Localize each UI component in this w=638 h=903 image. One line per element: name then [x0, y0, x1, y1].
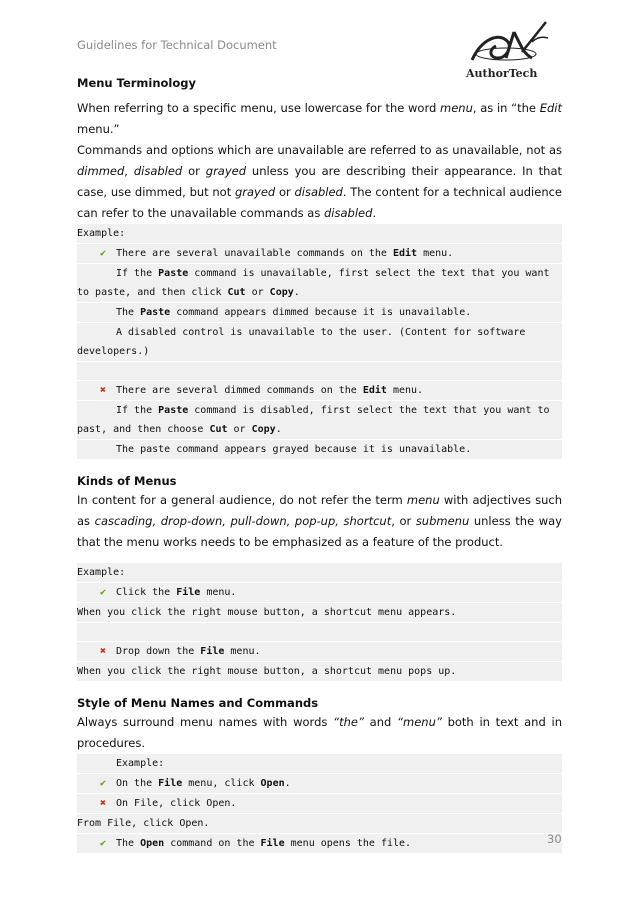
section-heading-style-of-menu-names: Style of Menu Names and Commands: [77, 696, 319, 710]
example-label: Example:: [77, 224, 562, 244]
example-good-line: ✔ The Open command on the File menu opens the file.: [77, 834, 562, 854]
example-good-line: ✔ On the File menu, click Open.: [77, 774, 562, 794]
example-label: Example:: [77, 563, 562, 583]
paragraph: Always surround menu names with words “the” and “menu” both in text and in procedures.: [77, 715, 562, 750]
example-line: If the Paste command is unavailable, first select the text that you want to paste, and then click Cut or Copy.: [77, 264, 562, 303]
checkmark-icon: ✔: [99, 248, 107, 259]
cross-icon: ✖: [99, 385, 107, 396]
section-heading-menu-terminology: Menu Terminology: [77, 76, 196, 90]
cross-icon: ✖: [99, 646, 107, 657]
section-heading-kinds-of-menus: Kinds of Menus: [77, 474, 177, 488]
example-line: When you click the right mouse button, a shortcut menu pops up.: [77, 662, 562, 682]
page-number: 30: [547, 832, 562, 846]
example-line: The paste command appears grayed because it is unavailable.: [77, 440, 562, 460]
example-spacer: [77, 623, 562, 642]
logo-wordmark: AuthorTech: [466, 67, 538, 80]
checkmark-icon: ✔: [99, 838, 107, 849]
example-line: The Paste command appears dimmed because it is unavailable.: [77, 303, 562, 323]
cross-icon: ✖: [99, 798, 107, 809]
example-bad-line: ✖ There are several dimmed commands on the Edit menu.: [77, 381, 562, 401]
example-block: [77, 754, 562, 854]
example-block: [77, 224, 562, 460]
example-label: Example:: [77, 754, 562, 774]
example-line: From File, click Open.: [77, 814, 562, 834]
paragraph: In content for a general audience, do not refer the term menu with adjectives such as cascading, drop-down, pull-down, pop-up, shortcut, or submenu unless the way that the menu works needs to be emphasized as a feature of the product.: [77, 493, 562, 549]
example-spacer: [77, 362, 562, 381]
paragraph: When referring to a specific menu, use lowercase for the word menu, as in “the Edit menu.”: [77, 101, 562, 136]
checkmark-icon: ✔: [99, 587, 107, 598]
example-line: A disabled control is unavailable to the user. (Content for software developers.): [77, 323, 562, 362]
example-bad-line: ✖ On File, click Open.: [77, 794, 562, 814]
example-good-line: ✔ Click the File menu.: [77, 583, 562, 603]
paragraph: Commands and options which are unavailable are referred to as unavailable, not as dimmed, disabled or grayed unless you are describing their appearance. In that case, use dimmed, but not grayed or disabled. The content for a technical audience can refer to the unavailable commands as disabled.: [77, 143, 563, 220]
checkmark-icon: ✔: [99, 778, 107, 789]
example-line: If the Paste command is disabled, first select the text that you want to past, and then choose Cut or Copy.: [77, 401, 562, 440]
running-header: Guidelines for Technical Document: [77, 38, 277, 52]
example-bad-line: ✖ Drop down the File menu.: [77, 642, 562, 662]
example-block: [77, 563, 562, 682]
example-good-line: ✔ There are several unavailable commands on the Edit menu.: [77, 244, 562, 264]
example-line: When you click the right mouse button, a shortcut menu appears.: [77, 603, 562, 623]
document-body: [77, 74, 562, 854]
